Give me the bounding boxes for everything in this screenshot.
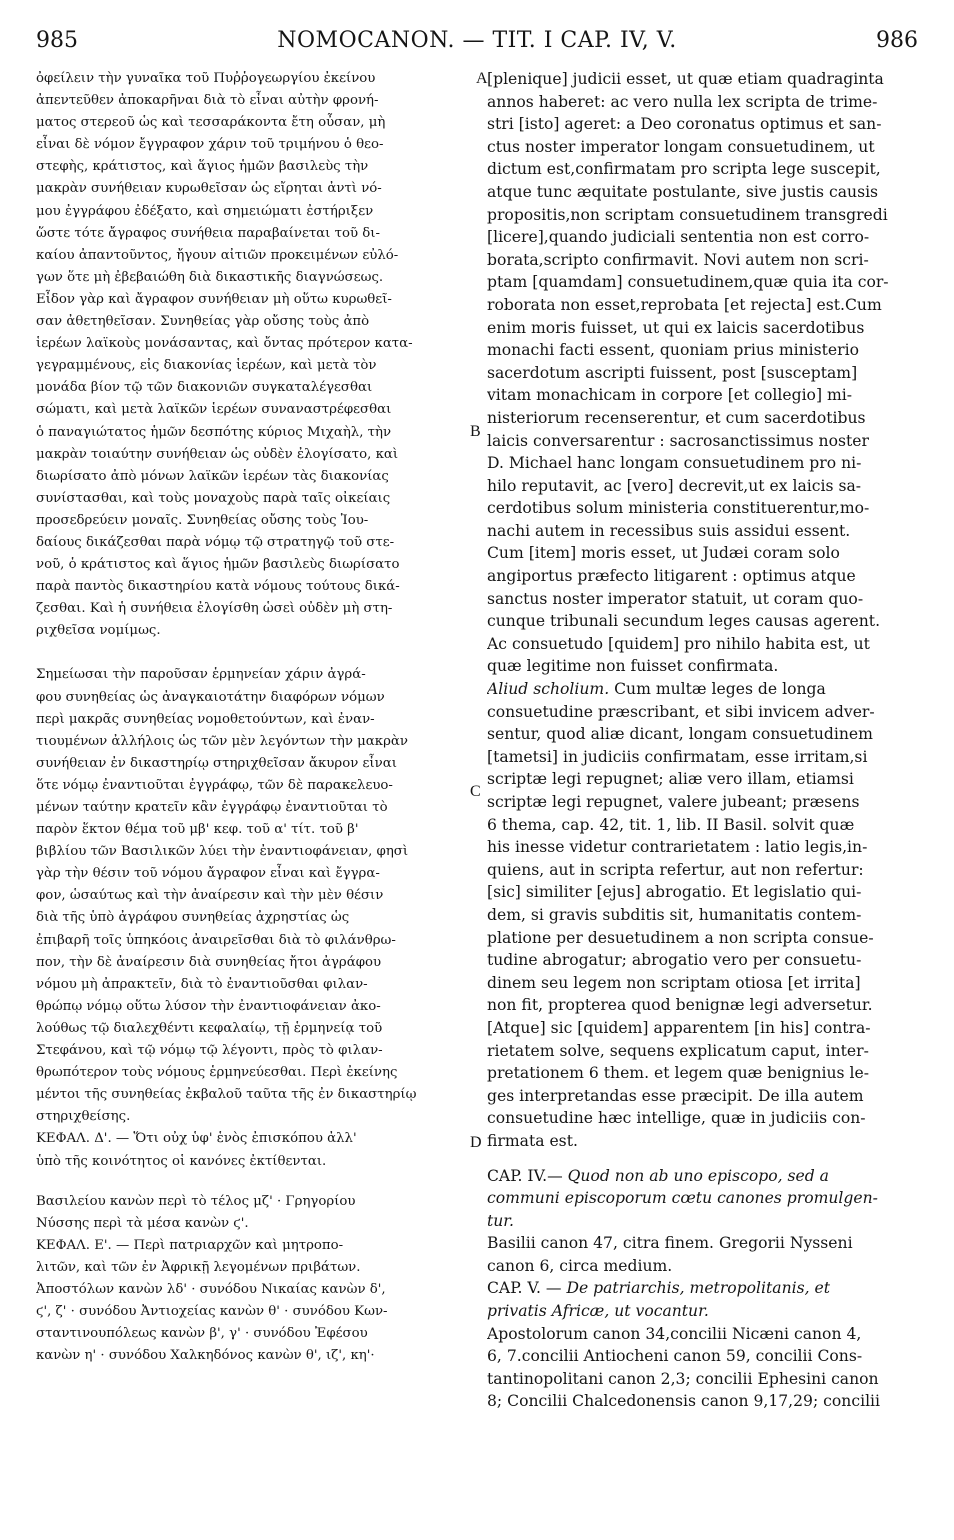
scholium-first-line: Cum multæ leges de longa [609,680,826,699]
text-line: atque tunc æquitate postulante, sive justis causis [487,182,879,201]
latin-chapter-4-heading [487,1165,919,1233]
text-line: nachi autem in recessibus suis assidui essent. [487,521,851,540]
text-line: ὑπὸ τῆς κοινότητος οἱ κανόνες ἐκτίθενται. [36,1153,327,1169]
text-line: Εἶδον γὰρ καὶ ἄγραφον συνήθειαν μὴ οὕτω κυρωθεῖ- [36,291,392,307]
text-line: ges interpretandas esse præcipit. De illa autem [487,1086,864,1105]
text-line: firmata est. [487,1131,578,1150]
text-line: tur. [487,1211,515,1230]
text-line: sentur, quod aliæ dicant, longam consuetudinem [487,725,873,744]
text-line: consuetudine hæc intellige, quæ in judiciis con- [487,1109,866,1128]
text-line: σαν ἀθετηθεῖσαν. Συνηθείας γὰρ οὔσης τοὺς ἀπὸ [36,314,370,330]
text-line [487,1277,919,1300]
greek-chapter-5-heading [36,1235,474,1279]
text-line: dinem seu legem non scriptam otiosa [et irrita] [487,973,861,992]
text-line: enim moris fuisset, ut qui ex laicis sacerdotibus [487,318,865,337]
greek-paragraph-2 [36,664,474,1128]
margin-marker-d: D [470,1134,482,1151]
text-line: βιβλίου τῶν Βασιλικῶν λύει τὴν ἐναντιοφάνειαν, φησὶ [36,844,409,860]
text-line: consuetudine præscribant, et sibi invicem adver- [487,702,875,721]
text-line: roborata non esset,reprobata [et rejecta] est.Cum [487,295,882,314]
text-line: ΚΕΦΑΛ. Δ'. — Ὅτι οὐχ ὑφ' ἑνὸς ἐπισκόπου ἀλλ' [36,1131,357,1147]
text-line: annos haberet: ac vero nulla lex scripta de trime- [487,92,878,111]
text-line: παρὰ παντὸς δικαστηρίου κατὰ νόμους τούτους δικά- [36,579,400,595]
text-line: φον, ὡσαύτως καὶ τὴν ἀναίρεσιν καὶ τὴν μὲν θέσιν [36,888,384,904]
text-line: rietatem solve, sequens explicatum caput, inter- [487,1041,869,1060]
text-line: συνίστασθαι, καὶ τοὺς μοναχοὺς παρὰ ταῖς οἰκείαις [36,490,391,506]
text-line: ὅτε νόμῳ ἐναντιοῦται ἐγγράφῳ, τῶν δὲ παρακελευο- [36,777,393,793]
text-line: ὥστε τότε ἄγραφος συνήθεια παραβαίνεται τοῦ δι- [36,225,380,241]
text-line: canon 6, circa medium. [487,1256,673,1275]
chapter-4-title: Quod non ab uno episcopo, sed a [562,1166,829,1185]
text-line: ζεσθαι. Καὶ ἡ συνήθεια ἐλογίσθη ὡσεὶ οὐδὲν μὴ στη- [36,601,393,617]
text-line: 8; Concilii Chalcedonensis canon 9,17,29; concilii [487,1392,881,1411]
text-line: [licere],quando judiciali sententia non est corro- [487,228,870,247]
text-line: laicis conversarentur : sacrosanctissimus noster [487,431,869,450]
page-number-right: 986 [876,28,918,53]
text-line: ἀπεντεῦθεν ἀποκαρῆναι διὰ τὸ εἶναι αὐτὴν φρονή- [36,93,379,109]
latin-paragraph-2 [487,678,919,1152]
text-line: stri [isto] ageret: a Deo coronatus optimus et san- [487,115,882,134]
chapter-5-label: CAP. V. — [487,1279,562,1298]
text-line: Σημείωσαι τὴν παροῦσαν ἑρμηνείαν χάριν ἀγρά- [36,667,366,683]
text-line: γὰρ τὴν θέσιν τοῦ νόμου ἄγραφον εἶναι καὶ ἔγγρα- [36,866,380,882]
text-line: sanctus noster imperator statuit, ut coram quo- [487,589,864,608]
text-line: 6 thema, cap. 42, tit. 1, lib. II Basil. solvit quæ [487,815,855,834]
text-line: Νύσσης περὶ τὰ μέσα κανὼν ϛ'. [36,1215,249,1231]
text-line: ὀφείλειν τὴν γυναῖκα τοῦ Πυῤῥογεωργίου ἐκείνου [36,71,376,86]
text-line: sacerdotum ascripti fuissent, post [susceptam] [487,363,858,382]
chapter-4-label: CAP. IV.— [487,1166,563,1185]
text-line: ptam [quamdam] consuetudinem,quæ quia ita cor- [487,273,889,292]
page-header [36,28,918,62]
scholium-heading: Aliud scholium. [487,680,610,699]
text-line: communi episcoporum cœtu canones promulgen- [487,1189,878,1208]
text-line [487,678,919,701]
running-title: NOMOCANON. — TIT. I CAP. IV, V. [277,28,677,53]
text-line: D. Michael hanc longam consuetudinem pro ni- [487,454,862,473]
text-line: scriptæ legi repugnet, valere jubeant; præsens [487,793,860,811]
text-line: ἐπιβαρῆ τοῖς ὑπηκόοις ἀναιρεῖσθαι διὰ τὸ φιλάνθρω- [36,932,396,948]
text-line: [plenique] judicii esset, ut quæ etiam quadraginta [487,70,884,88]
text-line: scriptæ legi repugnet; aliæ vero illam, etiamsi [487,770,854,789]
text-line: cerdotibus solum ministeria constituerentur,mo- [487,499,870,518]
margin-marker-b: B [470,423,481,440]
greek-chapter-4-heading [36,1128,474,1172]
text-line: νοῦ, ὁ κράτιστος καὶ ἅγιος ἡμῶν βασιλεὺς διωρίσατο [36,557,400,573]
text-line: τιουμένων ἀλλήλοις ὡς τῶν μὲν λεγόντων τὴν μακρὰν [36,733,408,749]
latin-chapter-5-sources [487,1323,919,1413]
text-line: Στεφάνου, καὶ τῷ νόμῳ τῷ λέγοντι, πρὸς τὸ φιλαν- [36,1043,383,1059]
text-line: monachi facti essent, quoniam prius ministerio [487,341,859,360]
text-line: διωρίσατο ἀπὸ μόνων λαϊκῶν ἱερέων τὰς διακονίας [36,468,389,484]
latin-column [487,68,919,1413]
margin-marker-c: C [470,783,481,800]
text-line: ϛ', ζ' · συνόδου Ἀντιοχείας κανὼν θ' · συνόδου Κων- [36,1304,388,1320]
text-line: ὁ παναγιώτατος ἡμῶν δεσπότης κύριος Μιχαὴλ, τὴν [36,424,392,440]
text-line: εἶναι δὲ νόμον ἔγγραφον χάριν τοῦ τριμήνου ὁ θεο- [36,137,384,153]
text-line: nisteriorum recenserentur, et cum sacerdotibus [487,408,866,427]
text-line: quæ legitime non fuisset confirmata. [487,657,779,676]
latin-paragraph-1 [487,68,919,678]
text-line: non fit, propterea quod benignæ legi adversetur. [487,996,873,1015]
text-line: quiens, aut in scripta refertur, aut non refertur: [487,860,864,879]
text-line: ριχθεῖσα νομίμως. [36,623,161,639]
margin-marker-a: A [476,70,488,87]
text-line: θρώπῳ νόμῳ οὕτω λύσον τὴν ἐναντιοφάνειαν ἀκο- [36,998,381,1014]
text-line: προσεδρεύειν μοναῖς. Συνηθείας οὔσης τοὺς Ἰου- [36,512,369,528]
text-line: μονάδα βίον τῷ τῶν διακονιῶν συγκαταλέγεσθαι [36,380,373,396]
text-line: δαίους δικάζεσθαι παρὰ νόμῳ τῷ στρατηγῷ τοῦ στε- [36,534,395,550]
text-line: Apostolorum canon 34,concilii Nicæni canon 4, [487,1324,862,1343]
text-line: dictum est,confirmatam pro scripta lege suscepit, [487,160,881,179]
greek-chapter-5-sources [36,1279,474,1367]
text-line: μένων ταύτην κρατεῖν κἂν ἐγγράφῳ ἐναντιοῦται τὸ [36,800,388,815]
text-line: στηριχθείσης. [36,1109,131,1125]
greek-chapter-4-sources [36,1191,474,1235]
text-line: ἱερέων λαϊκοὺς μονάσαντας, καὶ ὄντας πρότερον κατα- [36,336,413,352]
text-line: φου συνηθείας ὡς ἀναγκαιοτάτην διαφόρων νόμων [36,689,385,705]
text-line: διὰ τῆς ὑπὸ ἀγράφου συνηθείας ἀχρηστίας ὡς [36,910,350,926]
text-line: λιτῶν, καὶ τῶν ἐν Ἀφρικῇ λεγομένων πριβάτων. [36,1259,361,1275]
text-line: Ac consuetudo [quidem] pro nihilo habita est, ut [487,634,870,653]
text-line: παρὸν ἕκτον θέμα τοῦ μβ' κεφ. τοῦ α' τίτ. τοῦ β' [36,822,359,838]
text-line: πον, τὴν δὲ ἀναίρεσιν διὰ συνηθείας ἤτοι ἀγράφου [36,954,382,970]
greek-column [36,68,474,1367]
text-line: γεγραμμένους, εἰς διακονίας ἱερέων, καὶ μετὰ τὸν [36,358,377,374]
text-line: [tametsi] in judiciis confirmatam, esse irritam,si [487,747,868,766]
text-line: γων ὅτε μὴ ἐβεβαιώθη διὰ δικαστικῆς διαγνώσεως. [36,269,384,285]
text-line: θρωπότερον τοὺς νόμους ἑρμηνεύεσθαι. Περὶ ἐκείνης [36,1065,398,1081]
text-line: Ἀποστόλων κανὼν λδ' · συνόδου Νικαίας κανὼν δ', [36,1281,386,1297]
text-line: [sic] similiter [ejus] abrogatio. Et legislatio qui- [487,883,862,902]
text-line: Βασιλείου κανὼν περὶ τὸ τέλος μζ' · Γρηγορίου [36,1193,356,1209]
text-line: vitam monachicam in corpore [et collegio] mi- [487,386,853,405]
latin-chapter-5-heading [487,1277,919,1322]
text-line: μέντοι τῆς συνηθείας ἐκβαλοῦ ταῦτα τῆς ἐν δικαστηρίῳ [36,1087,417,1103]
text-line: tantinopolitani canon 2,3; concilii Ephesini canon [487,1369,879,1388]
text-line: hilo reputavit, ac [vero] decrevit,ut ex laicis sa- [487,476,862,495]
text-line: pretationem 6 them. et legem quæ benignius le- [487,1064,870,1083]
text-line: καίου ἀπαντοῦντος, ἤγουν αἰτιῶν προκειμένων εὐλό- [36,247,399,263]
text-line [487,1165,919,1188]
text-line: συνήθειαν ἐν δικαστηρίῳ στηριχθεῖσαν ἄκυρον εἶναι [36,755,397,771]
text-line: 6, 7.concilii Antiocheni canon 59, concilii Cons- [487,1347,863,1366]
text-line: στεφὴς, κράτιστος, καὶ ἅγιος ἡμῶν βασιλεὺς τὴν [36,159,369,175]
text-line: angiportus præfecto litigarent : optimus atque [487,567,856,586]
text-line: μου ἐγγράφου ἐδέξατο, καὶ σημειώματι ἐστήριξεν [36,203,374,219]
greek-paragraph-1 [36,68,474,642]
text-line: propositis,non scriptam consuetudinem transgredi [487,205,888,224]
text-line: σταντινουπόλεως κανὼν β', γ' · συνόδου Ἐφέσου [36,1326,368,1342]
text-line: dem, si gravis subditis sit, humanitatis contem- [487,905,862,924]
text-line: μακρὰν τοιαύτην συνήθειαν ὡς οὐδὲν ἐλογίσατο, καὶ [36,446,399,462]
text-line: μακρὰν συνήθειαν κυρωθεῖσαν ὡς εἴρηται ἀντὶ νό- [36,181,382,197]
text-line: cunque tribunali secundum leges causas agerent. [487,612,881,631]
text-line: tudine abrogatur; abrogatio vero per consuetu- [487,951,862,970]
text-line: ματος στερεοῦ ὡς καὶ τεσσαράκοντα ἔτη οὖσαν, μὴ [36,115,386,131]
latin-chapter-4-sources [487,1232,919,1277]
text-line: σώματι, καὶ μετὰ λαϊκῶν ἱερέων συναναστρέφεσθαι [36,402,392,418]
chapter-5-title: De patriarchis, metropolitanis, et [561,1279,831,1298]
text-line: Basilii canon 47, citra finem. Gregorii Nysseni [487,1234,853,1253]
text-line: his inesse videtur contrarietatem : latio legis,in- [487,838,868,857]
text-line: περὶ μακρᾶς συνηθείας νομοθετούντων, καὶ ἐναν- [36,711,375,727]
text-line: κανὼν η' · συνόδου Χαλκηδόνος κανὼν θ', ιζ', κη'· [36,1348,375,1364]
text-line: borata,scripto confirmavit. Novi autem non scri- [487,250,869,269]
text-line: [Atque] sic [quidem] apparentem [in his] contra- [487,1018,871,1037]
text-line: Cum [item] moris esset, ut Judæi coram solo [487,544,840,563]
text-line: ctus noster imperator longam consuetudinem, ut [487,137,875,156]
text-line: privatis Africæ, ut vocantur. [487,1302,709,1321]
text-line: ΚΕΦΑΛ. Ε'. — Περὶ πατριαρχῶν καὶ μητροπο- [36,1237,344,1253]
text-line: νόμου μὴ ἀπρακτεῖν, διὰ τὸ ἐναντιοῦσθαι φιλαν- [36,976,368,992]
text-line: platione per desuetudinem a non scripta consue- [487,928,874,947]
text-line: λούθως τῷ διαλεχθέντι κεφαλαίῳ, τῇ ἑρμηνείᾳ τοῦ [36,1020,383,1036]
page-number-left: 985 [36,28,78,53]
